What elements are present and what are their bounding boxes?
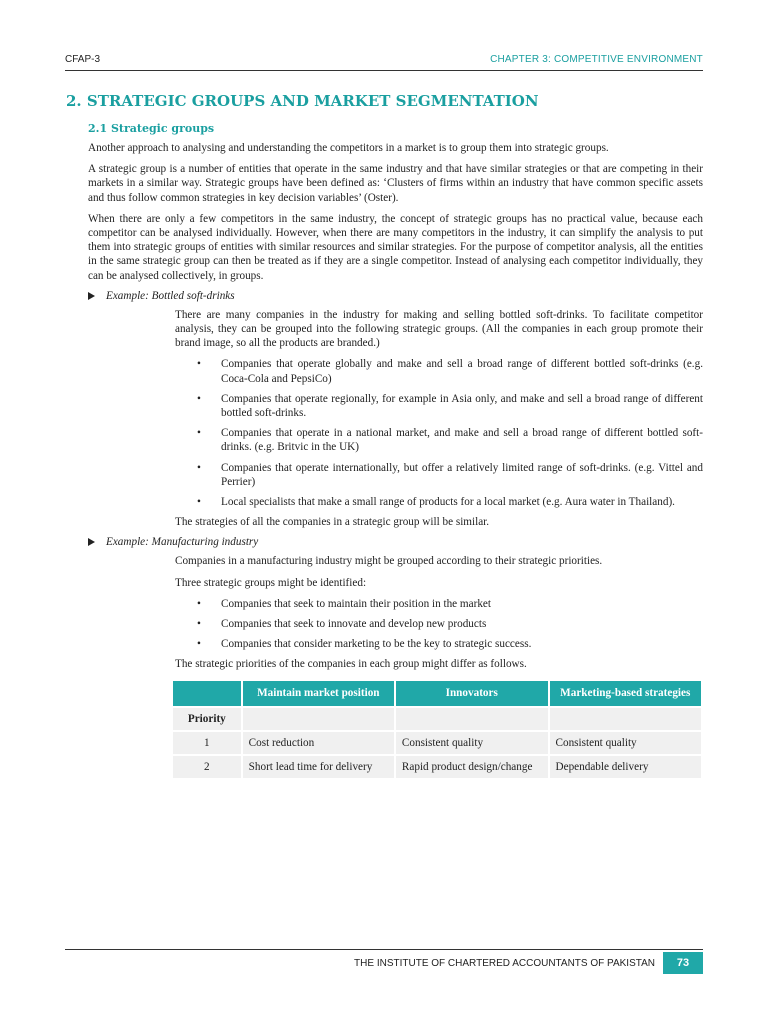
paragraph: Another approach to analysing and understanding the competitors in a market is to group them into strategic groups. xyxy=(88,142,609,154)
bullet-icon: • xyxy=(197,597,201,610)
example-intro: Three strategic groups might be identified: xyxy=(175,576,367,589)
table-cell: Dependable delivery xyxy=(550,756,701,778)
page-header xyxy=(65,54,703,71)
page-footer xyxy=(65,949,703,969)
triangle-bullet-icon xyxy=(88,292,95,300)
header-chapter-title: CHAPTER 3: COMPETITIVE ENVIRONMENT xyxy=(490,54,703,65)
table-cell: Cost reduction xyxy=(243,732,394,754)
paragraph: A strategic group is a number of entities that operate in the same industry and that have similar strategies or that are competing in their markets in a similar way. Strategic groups have been defined as: ‘Clusters of firms within an industry that have common specific assets and thus follow common strategies in key decision variables’ (Oster). xyxy=(88,163,703,204)
example-title: Example: Manufacturing industry xyxy=(106,536,259,549)
page-content xyxy=(66,92,703,780)
bullet-icon: • xyxy=(197,461,201,474)
table-cell: 1 xyxy=(173,732,241,754)
example-heading xyxy=(88,290,703,302)
priority-label: Priority xyxy=(173,708,241,730)
table-cell xyxy=(550,708,701,730)
example-intro: There are many companies in the industry for making and selling bottled soft-drinks. To facilitate competitor analysis, they can be grouped into the following strategic groups. (All the companies in each group promote their brand image, so all the products are branded.) xyxy=(175,308,703,350)
list-item: • Companies that seek to maintain their position in the market xyxy=(197,597,491,610)
list-item: • Companies that operate in a national market, and make and sell a broad range of different bottled soft-drinks. (e.g. Britvic in the UK) xyxy=(197,427,703,454)
header-course-code: CFAP-3 xyxy=(65,54,101,65)
bullet-icon: • xyxy=(197,358,201,371)
table-header-cell xyxy=(173,681,241,706)
list-item: • Companies that consider marketing to be the key to strategic success. xyxy=(197,638,532,651)
table-header-cell: Innovators xyxy=(396,681,548,706)
bullet-icon: • xyxy=(197,618,201,631)
page-number: 73 xyxy=(663,952,703,974)
list-item: • Companies that seek to innovate and develop new products xyxy=(197,618,487,631)
footer-institute-name: THE INSTITUTE OF CHARTERED ACCOUNTANTS OF PAKISTAN xyxy=(354,958,655,969)
table-cell xyxy=(396,708,548,730)
table-cell: Short lead time for delivery xyxy=(243,756,394,778)
priorities-table xyxy=(171,679,703,780)
triangle-bullet-icon xyxy=(88,538,95,546)
bullet-icon: • xyxy=(197,392,201,405)
table-cell xyxy=(243,708,394,730)
table-header-row xyxy=(173,681,701,706)
table-row xyxy=(173,708,701,730)
table-cell: Rapid product design/change xyxy=(396,756,548,778)
table-row xyxy=(173,732,701,754)
example-outro: The strategic priorities of the companies in each group might differ as follows. xyxy=(175,658,527,671)
example-intro: Companies in a manufacturing industry might be grouped according to their strategic priorities. xyxy=(175,555,603,568)
bullet-icon: • xyxy=(197,638,201,651)
paragraph: When there are only a few competitors in the same industry, the concept of strategic groups has no practical value, because each competitor can be analysed individually. However, when there are many competitors in the industry, it can simplify the analysis to put them into strategic groups of entities with similar resources and similar strategies. For the purpose of competitor analysis, all the entities in the same strategic group can then be treated as if they are a single competitor. Instead of analysing each competitor individually, they can be analysed collectively, in groups. xyxy=(88,212,703,282)
section-title: 2. STRATEGIC GROUPS AND MARKET SEGMENTATION xyxy=(66,92,539,110)
bullet-icon: • xyxy=(197,496,201,509)
table-cell: Consistent quality xyxy=(550,732,701,754)
list-item: • Companies that operate internationally, but offer a relatively limited range of soft-drinks. (e.g. Vittel and Perrier) xyxy=(197,461,703,488)
bullet-icon: • xyxy=(197,427,201,440)
table-cell: Consistent quality xyxy=(396,732,548,754)
list-item: • Local specialists that make a small range of products for a local market (e.g. Aura water in Thailand). xyxy=(197,496,675,509)
list-item: • Companies that operate regionally, for example in Asia only, and make and sell a broad range of different bottled soft-drinks. xyxy=(197,392,703,420)
table-header-cell: Maintain market position xyxy=(243,681,394,706)
subsection-title: 2.1 Strategic groups xyxy=(88,122,215,135)
table-header-cell: Marketing-based strategies xyxy=(550,681,701,706)
example-title: Example: Bottled soft-drinks xyxy=(106,289,235,302)
example-heading xyxy=(88,536,703,548)
list-item: • Companies that operate globally and make and sell a broad range of different bottled soft-drinks (e.g. Coca-Cola and PepsiCo) xyxy=(197,358,703,385)
table-cell: 2 xyxy=(173,756,241,778)
table-row xyxy=(173,756,701,778)
example-outro: The strategies of all the companies in a strategic group will be similar. xyxy=(175,516,490,529)
